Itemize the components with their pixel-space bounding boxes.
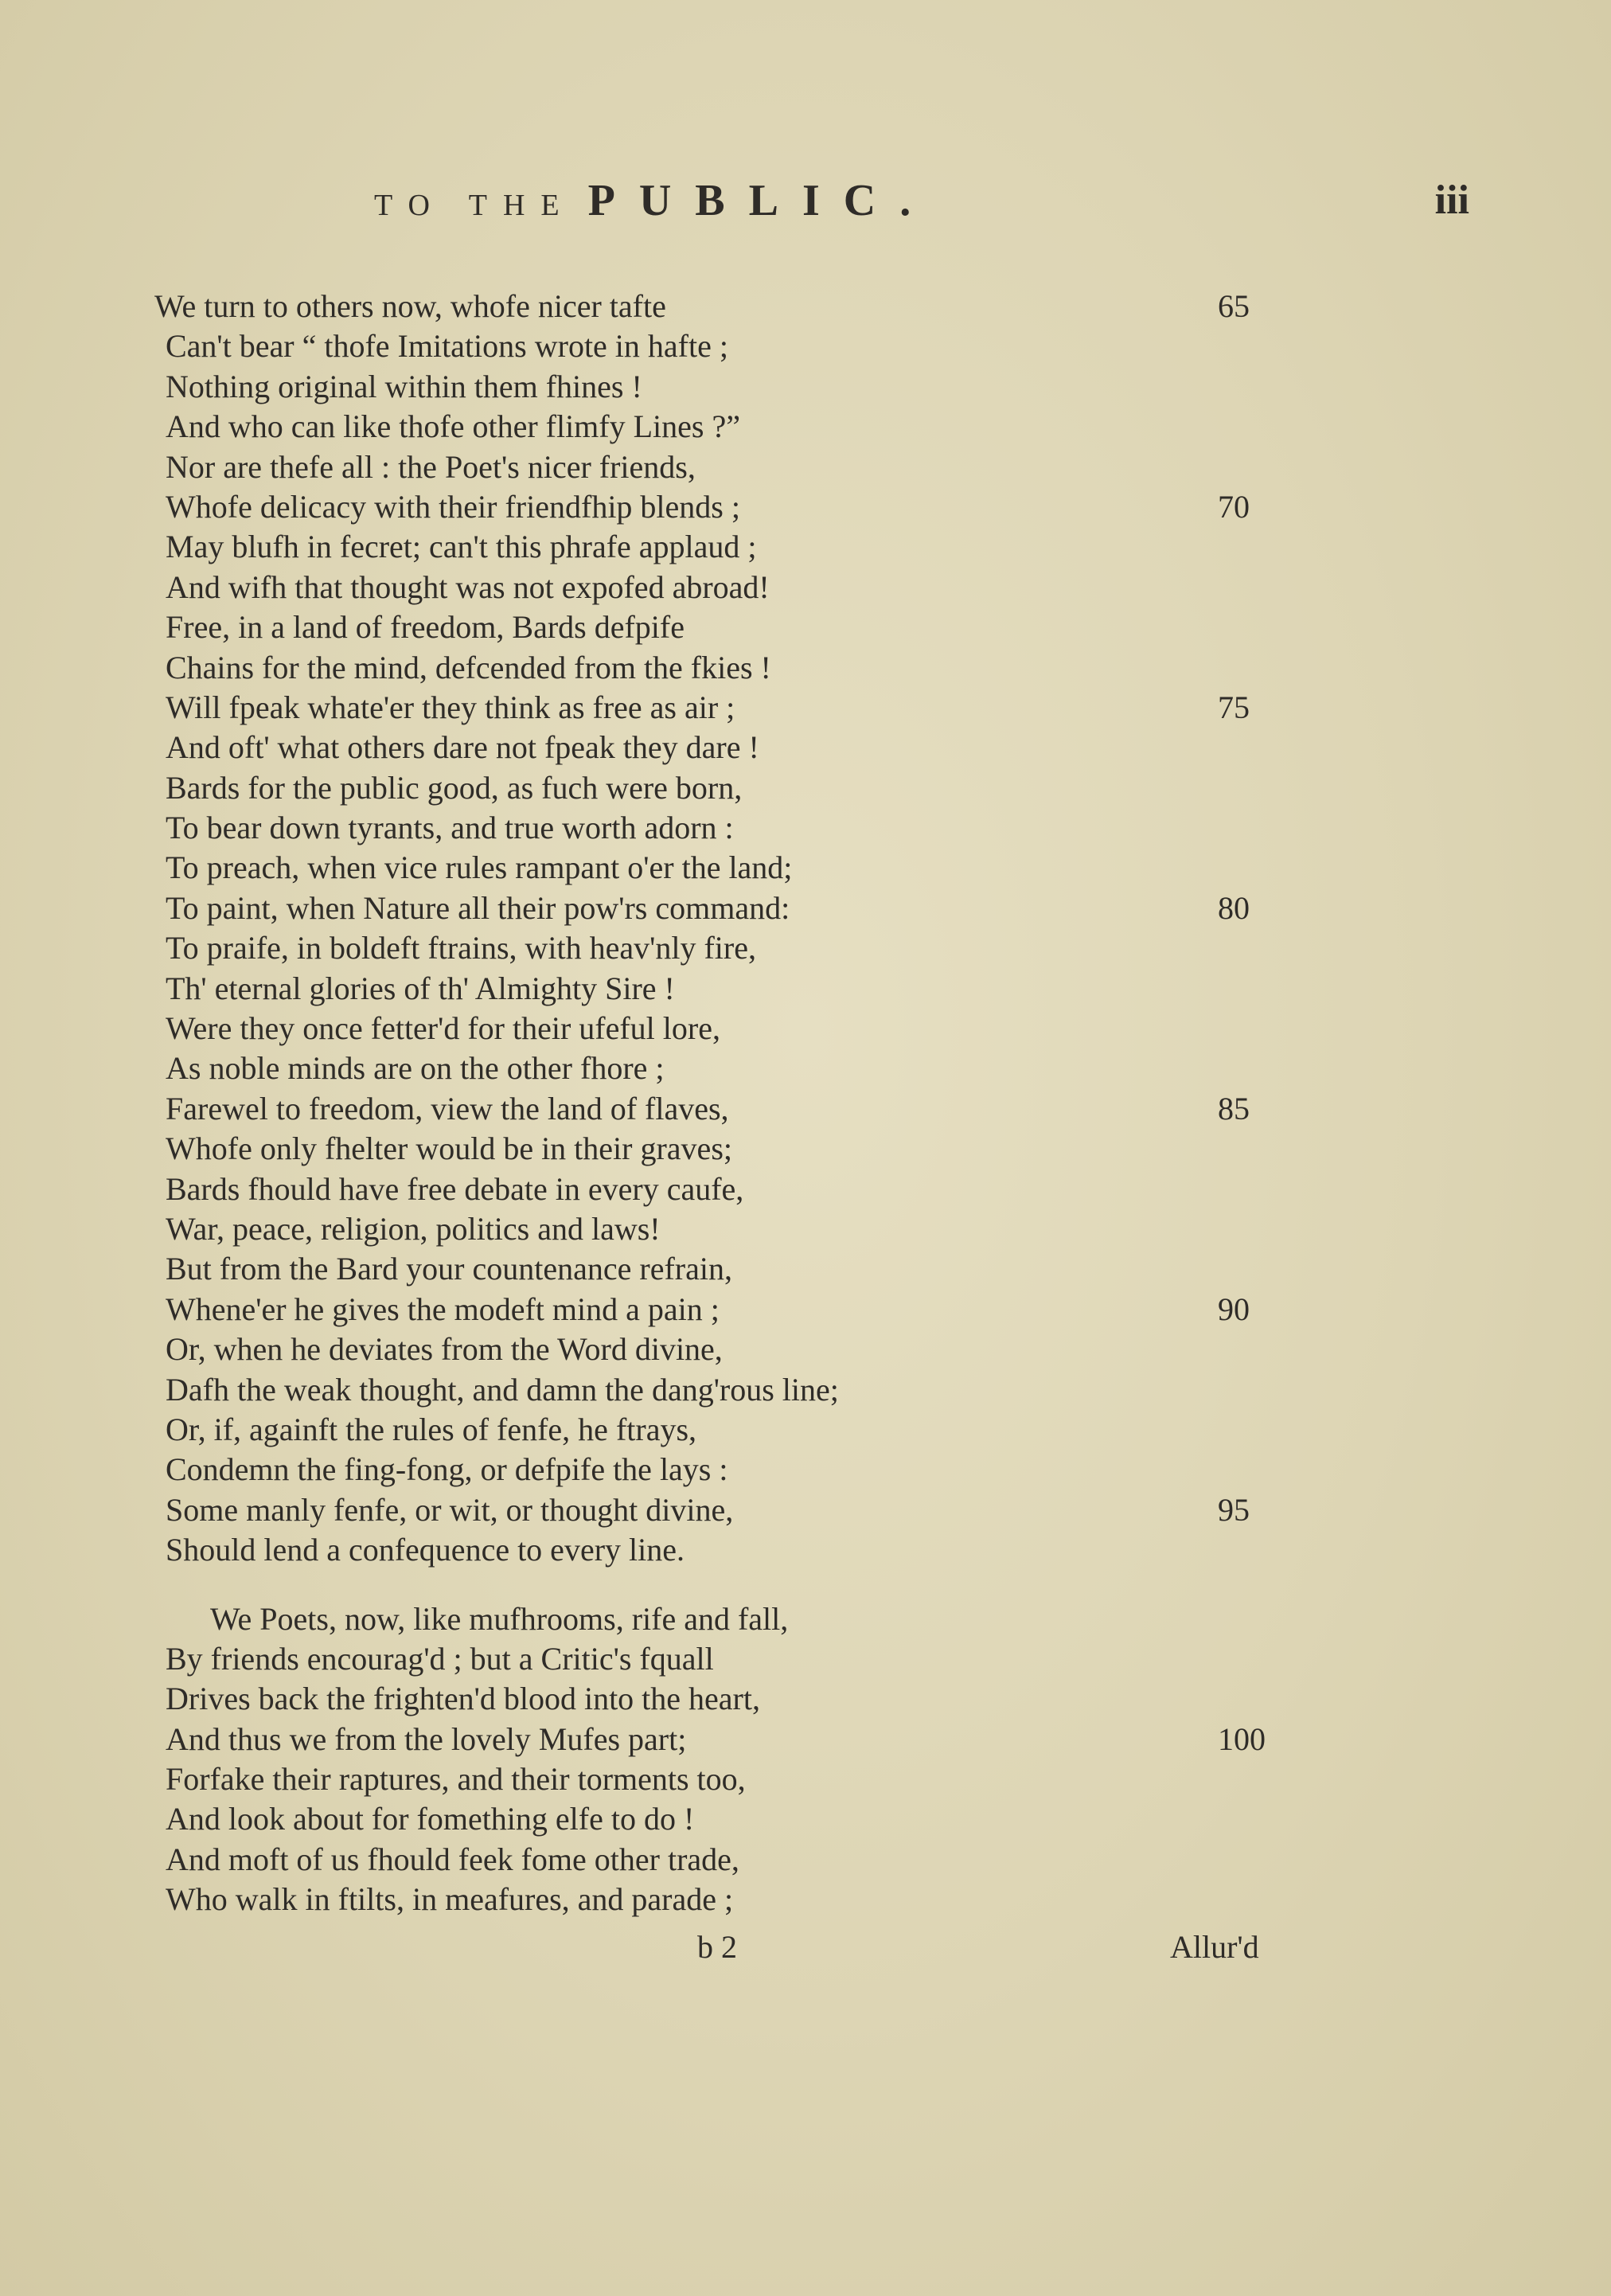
verse-line	[0, 407, 1611, 447]
verse-line	[0, 568, 1611, 607]
page-number: iii	[1434, 178, 1469, 223]
verse-text: To praife, in boldeft ftrains, with heav'nly fire,	[166, 930, 756, 966]
verse-text: Some manly fenfe, or wit, or thought divine,	[166, 1491, 734, 1528]
verse-text: And oft' what others dare not fpeak they dare !	[166, 729, 759, 766]
verse-line	[0, 1759, 1611, 1799]
page-footer	[0, 1925, 1611, 1970]
verse-text: Free, in a land of freedom, Bards defpife	[166, 609, 685, 646]
verse-line	[0, 688, 1611, 728]
verse-text: To bear down tyrants, and true worth adorn :	[166, 810, 734, 846]
stanza-gap	[0, 1571, 1611, 1599]
verse-text: We Poets, now, like mufhrooms, rife and fall,	[210, 1600, 789, 1637]
verse-line	[0, 1169, 1611, 1209]
stanza-1	[0, 287, 1611, 1571]
verse-line	[0, 1639, 1611, 1679]
verse-text: Forfake their raptures, and their torments too,	[166, 1761, 746, 1798]
verse-text: Or, when he deviates from the Word divine,	[166, 1331, 723, 1368]
verse-text: Bards for the public good, as fuch were born,	[166, 769, 743, 806]
verse-text: Who walk in ftilts, in meafures, and parade ;	[166, 1881, 734, 1918]
running-head-big: PUBLIC.	[587, 176, 935, 225]
verse-text: And wifh that thought was not expofed abroad!	[166, 568, 770, 605]
verse-text: But from the Bard your countenance refrain,	[166, 1251, 732, 1287]
verse-line	[0, 1048, 1611, 1088]
verse-line	[0, 1370, 1611, 1410]
line-number: 80	[1218, 889, 1250, 926]
verse-line	[0, 808, 1611, 848]
verse-text: War, peace, religion, politics and laws!	[166, 1210, 661, 1247]
verse-text: And thus we from the lovely Mufes part;	[166, 1720, 687, 1757]
signature-mark: b 2	[697, 1929, 737, 1965]
verse-line	[0, 1009, 1611, 1048]
verse-line	[0, 1249, 1611, 1289]
verse-line	[0, 607, 1611, 647]
verse-text: Condemn the fing-fong, or defpife the lays :	[166, 1451, 728, 1488]
verse-line	[0, 928, 1611, 968]
verse-line	[0, 447, 1611, 487]
verse-text: And moft of us fhould feek fome other trade,	[166, 1841, 739, 1877]
verse-text: And look about for fomething elfe to do !	[166, 1801, 695, 1837]
line-number: 90	[1218, 1291, 1250, 1327]
verse-text: As noble minds are on the other fhore ;	[166, 1050, 665, 1087]
verse-text: And who can like thofe other flimfy Lines ?”	[166, 408, 740, 445]
verse-line	[0, 1330, 1611, 1369]
verse-line	[0, 848, 1611, 888]
verse-line	[0, 1290, 1611, 1330]
verse-text: Farewel to freedom, view the land of flaves,	[166, 1090, 729, 1127]
verse-text: We turn to others now, whofe nicer tafte	[154, 288, 666, 324]
verse-line	[0, 648, 1611, 688]
line-number: 70	[1218, 488, 1250, 525]
running-head-small: TO THE	[374, 189, 575, 222]
page-header	[0, 169, 1611, 232]
verse-line	[0, 969, 1611, 1009]
catchword: Allur'd	[1170, 1929, 1259, 1965]
verse-text: Can't bear “ thofe Imitations wrote in hafte ;	[166, 328, 728, 365]
verse-line	[0, 287, 1611, 326]
line-number: 100	[1218, 1720, 1266, 1757]
verse-text: Will fpeak whate'er they think as free as air ;	[166, 689, 735, 725]
verse-line	[0, 1799, 1611, 1839]
verse-text: Dafh the weak thought, and damn the dang'rous line;	[166, 1371, 839, 1408]
line-number: 65	[1218, 288, 1250, 324]
verse-text: May blufh in fecret; can't this phrafe applaud ;	[166, 529, 757, 565]
verse-line	[0, 487, 1611, 527]
verse-line	[0, 1129, 1611, 1169]
running-head	[374, 169, 934, 244]
verse-line	[0, 1450, 1611, 1490]
verse-line	[0, 1720, 1611, 1759]
verse-line	[0, 1679, 1611, 1719]
verse-line	[0, 888, 1611, 928]
stanza-2	[0, 1599, 1611, 1920]
verse-line	[0, 1410, 1611, 1450]
line-number: 95	[1218, 1491, 1250, 1528]
verse-line	[0, 1490, 1611, 1530]
verse-text: Drives back the frighten'd blood into the heart,	[166, 1681, 760, 1717]
verse-text: Nor are thefe all : the Poet's nicer friends,	[166, 448, 696, 485]
poem-body	[0, 287, 1611, 1920]
verse-line	[0, 527, 1611, 567]
verse-text: Or, if, againft the rules of fenfe, he ftrays,	[166, 1411, 697, 1447]
verse-line	[0, 367, 1611, 407]
verse-line	[0, 768, 1611, 808]
verse-text: Whofe delicacy with their friendfhip blends ;	[166, 488, 740, 525]
verse-line	[0, 1530, 1611, 1570]
verse-text: By friends encourag'd ; but a Critic's fquall	[166, 1640, 714, 1677]
verse-line	[0, 1209, 1611, 1249]
verse-line	[0, 1599, 1611, 1639]
verse-text: Were they once fetter'd for their ufeful lore,	[166, 1010, 720, 1047]
verse-line	[0, 326, 1611, 366]
verse-text: Chains for the mind, defcended from the fkies !	[166, 649, 771, 685]
verse-line	[0, 728, 1611, 767]
verse-text: To preach, when vice rules rampant o'er the land;	[166, 849, 793, 886]
line-number: 85	[1218, 1090, 1250, 1127]
verse-text: Bards fhould have free debate in every caufe,	[166, 1170, 744, 1207]
verse-text: Th' eternal glories of th' Almighty Sire !	[166, 970, 675, 1006]
line-number: 75	[1218, 689, 1250, 725]
verse-text: Whofe only fhelter would be in their graves;	[166, 1130, 732, 1167]
verse-text: Should lend a confequence to every line.	[166, 1532, 685, 1568]
verse-text: To paint, when Nature all their pow'rs command:	[166, 889, 790, 926]
verse-line	[0, 1089, 1611, 1129]
verse-text: Whene'er he gives the modeft mind a pain ;	[166, 1291, 720, 1327]
verse-line	[0, 1880, 1611, 1919]
verse-text: Nothing original within them fhines !	[166, 368, 642, 404]
verse-line	[0, 1840, 1611, 1880]
